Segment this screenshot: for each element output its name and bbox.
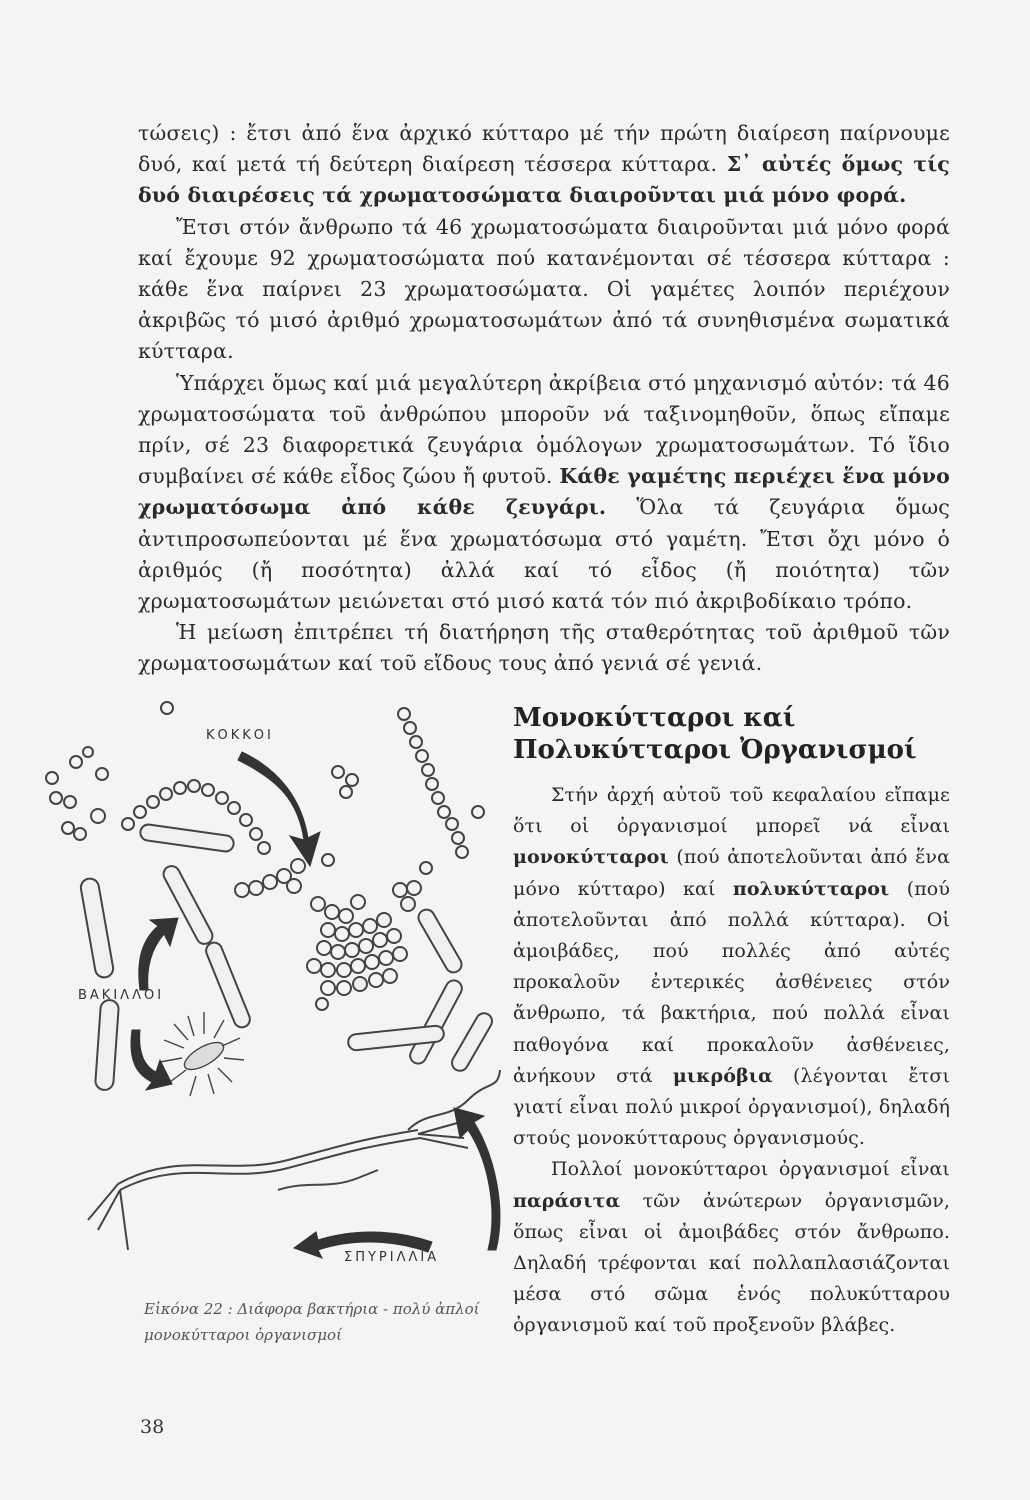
paragraph-2: Ἔτσι στόν ἄνθρωπο τά 46 χρωματοσώματα διαιροῦνται μιά μόνο φορά καί ἔχουμε 92 χρωματοσώματα πού κατανέμονται σέ τέσσερα κύτταρα : κάθε ἕνα παίρνει 23 χρωματοσώματα. Οἱ γαμέτες λοιπόν περιέχουν ἀκριβῶς τό μισό ἀριθμό χρωματοσωμάτων ἀπό τά συνηθισμένα σωματικά κύτταρα. xyxy=(138,214,950,364)
coccus xyxy=(258,842,270,854)
coccus xyxy=(64,796,76,808)
coccus xyxy=(345,943,359,957)
coccus xyxy=(50,792,62,804)
coccus xyxy=(446,818,458,830)
coccus xyxy=(452,832,464,844)
coccus xyxy=(472,806,484,818)
coccus xyxy=(216,792,228,804)
coccus xyxy=(307,959,321,973)
coccus xyxy=(346,774,358,786)
coccus xyxy=(70,756,82,768)
coccus xyxy=(422,764,434,776)
paragraph-1-bold: Σ᾽ αὐτές ὅμως τίς δυό διαιρέσεις τά χρωματοσώματα διαιροῦνται μιά μόνο φορά. xyxy=(138,152,950,208)
coccus xyxy=(134,806,146,818)
label-kokkoi: ΚΟΚΚΟΙ xyxy=(206,728,274,743)
coccus xyxy=(337,963,351,977)
page-number: 38 xyxy=(140,1416,165,1438)
bacillus xyxy=(79,877,114,979)
coccus xyxy=(349,923,363,937)
coccus xyxy=(250,828,262,840)
coccus xyxy=(202,784,214,796)
coccus xyxy=(235,883,249,897)
coccus xyxy=(332,766,344,778)
coccus xyxy=(325,905,339,919)
section-p1-text: (πού ἀποτελοῦνται ἀπό πολλά κύτταρα). Οἱ ἀμοιβάδες, πού πολλές ἀπό αὐτές προκαλοῦν ἐντερικές ἀσθένειες στόν ἄνθρωπο, τά βακτήρια, πού πολλά εἶναι παθογόνα καί προκαλοῦν ἀσθένειες, ἀνήκουν στά xyxy=(513,877,950,1087)
coccus xyxy=(426,778,438,790)
coccus xyxy=(263,875,277,889)
coccus xyxy=(122,818,134,830)
coccus xyxy=(401,897,415,911)
section-p1-text: Στήν ἀρχή αὐτοῦ τοῦ κεφαλαίου εἴπαμε ὅτι οἱ ὀργανισμοί μπορεῖ νά εἶναι xyxy=(513,784,950,838)
coccus xyxy=(96,768,108,780)
coccus xyxy=(331,945,345,959)
section-title: Μονοκύτταροι καί Πολυκύτταροι Ὀργανισμοί xyxy=(513,703,917,765)
section-p2-text: Πολλοί μονοκύτταροι ὀργανισμοί εἶναι xyxy=(551,1158,950,1181)
paragraph-3-text-b: Ὅλα τά ζευγάρια ὅμως ἀντιπροσωπεύονται μέ ἕνα χρωματόσωμα στό γαμέτη. Ἔτσι ὄχι μόνο ὁ ἀριθμός (ἤ ποσότητα) ἀλλά καί τό εἶδος (ἤ ποιότητα) τῶν χρωματοσωμάτων μειώνεται στό μισό κατά τόν πιό ἀκριβοδίκαιο τρόπο. xyxy=(138,495,950,614)
coccus xyxy=(339,909,353,923)
coccus xyxy=(353,977,367,991)
bacillus xyxy=(204,940,253,1029)
section-p2-bold: παράσιτα xyxy=(513,1189,621,1212)
coccus xyxy=(337,981,351,995)
coccus xyxy=(393,947,407,961)
coccus xyxy=(351,895,365,909)
bacillus xyxy=(416,907,465,976)
bacteria-figure xyxy=(28,690,510,1290)
main-text-block xyxy=(138,118,950,680)
coccus xyxy=(351,959,365,973)
coccus xyxy=(365,955,379,969)
coccus xyxy=(46,772,58,784)
coccus xyxy=(287,879,301,893)
coccus xyxy=(316,998,328,1010)
coccus xyxy=(404,722,416,734)
coccus xyxy=(377,913,391,927)
coccus xyxy=(83,747,93,757)
coccus xyxy=(363,919,377,933)
paragraph-4: Ἡ μείωση ἐπιτρέπει τή διατήρηση τῆς σταθερότητας τοῦ ἀριθμοῦ τῶν χρωματοσωμάτων καί τοῦ εἴδους τους ἀπό γενιά σέ γενιά. xyxy=(138,620,950,676)
coccus xyxy=(228,802,240,814)
coccus xyxy=(160,788,172,800)
coccus xyxy=(321,981,335,995)
arrow-icon xyxy=(131,1030,172,1090)
paragraph-3-bold: Κάθε γαμέτης περιέχει ἕνα μόνο χρωματόσωμα ἀπό κάθε ζευγάρι. xyxy=(138,464,950,520)
coccus xyxy=(393,883,407,897)
coccus xyxy=(387,929,401,943)
spirillum xyxy=(278,1170,378,1190)
coccus xyxy=(335,927,349,941)
flagellated-bacterium xyxy=(160,1012,244,1096)
coccus xyxy=(249,881,263,895)
coccus xyxy=(456,846,468,858)
coccus xyxy=(410,736,422,748)
section-p1-text: (λέγονται ἔτσι γιατί εἶναι πολύ μικροί ὀργανισμοί), δηλαδή στούς μονοκύτταρους ὀργανισμούς. xyxy=(513,1064,950,1150)
paragraph-3 xyxy=(138,368,950,618)
label-spyrillia: ΣΠΥΡΙΛΛΙΑ xyxy=(344,1250,440,1265)
coccus xyxy=(188,780,200,792)
coccus xyxy=(369,973,383,987)
coccus xyxy=(432,792,444,804)
paragraph-3-text-a: Ὑπάρχει ὅμως καί μιά μεγαλύτερη ἀκρίβεια στό μηχανισμό αὐτόν: τά 46 χρωματοσώματα τοῦ ἀνθρώπου μποροῦν νά ταξινομηθοῦν, ὅπως εἴπαμε πρίν, σέ 23 διαφορετικά ζευγάρια ὁμόλογων χρωματοσωμάτων. Τό ἴδιο συμβαίνει σέ κάθε εἶδος ζώου ἤ φυτοῦ. xyxy=(138,370,950,489)
coccus xyxy=(62,822,74,834)
section-paragraph-1 xyxy=(513,780,950,1154)
coccus xyxy=(438,806,450,818)
bacillus xyxy=(139,824,234,853)
coccus xyxy=(379,951,393,965)
spirillum xyxy=(408,1070,500,1130)
paragraph-1-text: τώσεις) : ἔτσι ἀπό ἕνα ἀρχικό κύτταρο μέ τήν πρώτη διαίρεση παίρνουμε δυό, καί μετά τή δεύτερη διαίρεση τέσσερα κύτταρα. xyxy=(138,121,950,177)
bacillus xyxy=(449,1010,495,1073)
coccus xyxy=(420,862,432,874)
bacillus xyxy=(95,999,119,1090)
arrow-icon xyxy=(454,1108,500,1250)
label-vakilloi: ΒΑΚΙΛΛΟΙ xyxy=(78,988,165,1003)
section-p1-bold: πολυκύτταροι xyxy=(732,877,890,900)
paragraph-1 xyxy=(138,118,950,212)
spirillum xyxy=(88,1184,128,1250)
section-p2-text: τῶν ἀνώτερων ὀργανισμῶν, ὅπως εἶναι οἱ ἀμοιβάδες στόν ἄνθρωπο. Δηλαδή τρέφονται καί πολλαπλασιάζονται μέσα στό σῶμα ἑνός πολυκύτταρου ὀργανισμοῦ καί τοῦ προξενοῦν βλάβες. xyxy=(513,1189,950,1337)
coccus xyxy=(340,786,352,798)
coccus xyxy=(91,809,105,823)
coccus xyxy=(321,963,335,977)
section-column xyxy=(513,702,950,1342)
coccus xyxy=(407,881,421,895)
coccus xyxy=(161,702,173,714)
coccus xyxy=(322,854,334,866)
coccus xyxy=(359,939,373,953)
arrow-icon xyxy=(238,752,320,866)
coccus xyxy=(317,941,331,955)
figure-caption: Εἰκόνα 22 : Διάφορα βακτήρια - πολύ ἁπλοί μονοκύτταροι ὀργανισμοί xyxy=(144,1300,480,1344)
coccus xyxy=(383,969,397,983)
section-paragraph-2 xyxy=(513,1154,950,1341)
section-p1-text: (πού ἀποτελοῦνται ἀπό ἕνα μόνο κύτταρο) καί xyxy=(513,846,950,900)
coccus xyxy=(174,782,186,794)
arrow-icon xyxy=(139,918,178,990)
coccus xyxy=(74,828,86,840)
coccus xyxy=(291,859,305,873)
coccus xyxy=(398,708,410,720)
coccus xyxy=(373,933,387,947)
coccus xyxy=(147,796,159,808)
coccus xyxy=(416,750,428,762)
coccus xyxy=(321,923,335,937)
section-p1-bold: μονοκύτταροι xyxy=(513,846,669,869)
section-p1-bold: μικρόβια xyxy=(672,1064,773,1087)
coccus xyxy=(240,814,252,826)
coccus xyxy=(311,897,325,911)
